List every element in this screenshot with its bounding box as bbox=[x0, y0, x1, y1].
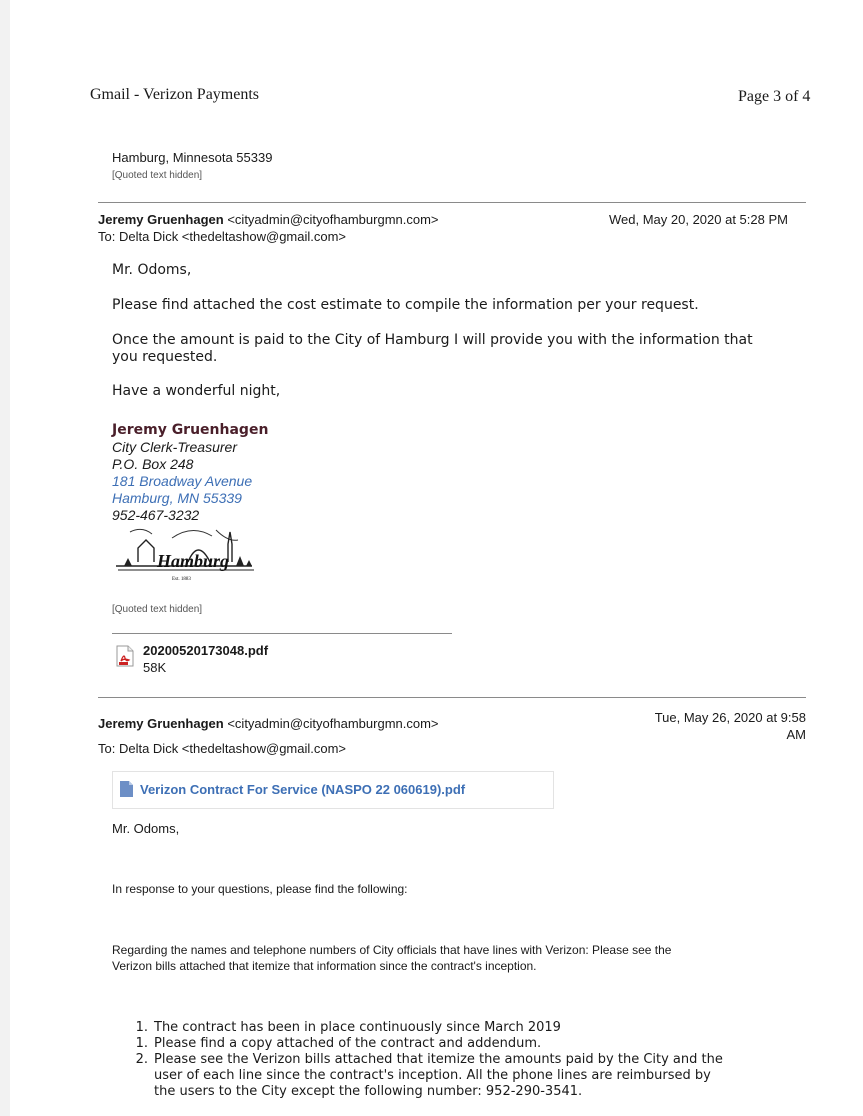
address-line: Hamburg, Minnesota 55339 bbox=[112, 150, 273, 165]
drive-attachment-link[interactable]: Verizon Contract For Service (NASPO 22 060619).pdf bbox=[140, 782, 466, 797]
list-item bbox=[126, 1036, 806, 1052]
list-number: 1. bbox=[135, 1036, 148, 1051]
logo-established: Est. 1883 bbox=[172, 577, 191, 582]
body-paragraph bbox=[112, 942, 671, 974]
signature-block bbox=[112, 439, 252, 524]
list-text: Please see the Verizon bills attached that itemize the amounts paid by the City and the bbox=[154, 1052, 723, 1067]
document-icon bbox=[120, 781, 134, 797]
list-text: user of each line since the contract's inception. All the phone lines are reimbursed by bbox=[154, 1068, 711, 1083]
salutation: Mr. Odoms, bbox=[112, 262, 192, 278]
body-paragraph: In response to your questions, please find the following: bbox=[112, 882, 408, 896]
body-line: Once the amount is paid to the City of Hamburg I will provide you with the information that bbox=[112, 332, 753, 348]
sender-email: <cityadmin@cityofhamburgmn.com> bbox=[227, 212, 439, 227]
scan-edge bbox=[0, 0, 10, 1116]
hamburg-logo bbox=[112, 522, 258, 584]
signature-name: Jeremy Gruenhagen bbox=[112, 422, 269, 438]
sender-name: Jeremy Gruenhagen bbox=[98, 212, 224, 227]
list-item bbox=[126, 1020, 806, 1036]
body-line: you requested. bbox=[112, 349, 218, 365]
signature-phone: 952-467-3232 bbox=[112, 507, 200, 523]
message-divider bbox=[98, 202, 806, 203]
message-date: Wed, May 20, 2020 at 5:28 PM bbox=[609, 212, 788, 227]
page-number: Page 3 of 4 bbox=[738, 88, 811, 105]
signature-po-box: P.O. Box 248 bbox=[112, 456, 194, 472]
attachment-name[interactable]: 20200520173048.pdf bbox=[143, 643, 269, 658]
quoted-text-hidden[interactable]: [Quoted text hidden] bbox=[112, 604, 203, 615]
attachment-item[interactable] bbox=[143, 642, 268, 676]
list-number: 2. bbox=[135, 1052, 148, 1067]
sender-email: <cityadmin@cityofhamburgmn.com> bbox=[227, 716, 439, 731]
signature-title: City Clerk-Treasurer bbox=[112, 439, 237, 455]
attachment-size: 58K bbox=[143, 660, 167, 675]
message-recipient: To: Delta Dick <thedeltashow@gmail.com> bbox=[98, 229, 347, 244]
logo-lettering: Hamburg bbox=[157, 551, 230, 571]
date-line: Tue, May 26, 2020 at 9:58 bbox=[654, 710, 806, 725]
message-date bbox=[600, 709, 806, 743]
numbered-list bbox=[126, 1020, 806, 1100]
body-line: Regarding the names and telephone numbers of City officials that have lines with Verizon: Please see the bbox=[112, 943, 672, 957]
message-sender bbox=[98, 212, 439, 227]
signature-street-link[interactable]: 181 Broadway Avenue bbox=[112, 473, 253, 489]
list-text: The contract has been in place continuously since March 2019 bbox=[154, 1020, 561, 1035]
print-header-title: Gmail - Verizon Payments bbox=[90, 86, 260, 103]
list-text: Please find a copy attached of the contract and addendum. bbox=[154, 1036, 542, 1051]
message-sender bbox=[98, 716, 439, 731]
sender-name: Jeremy Gruenhagen bbox=[98, 716, 224, 731]
body-paragraph bbox=[112, 332, 753, 366]
list-item bbox=[126, 1052, 806, 1100]
date-line: AM bbox=[786, 727, 806, 742]
message-recipient: To: Delta Dick <thedeltashow@gmail.com> bbox=[98, 741, 347, 756]
closing: Have a wonderful night, bbox=[112, 383, 281, 399]
quoted-text-hidden[interactable]: [Quoted text hidden] bbox=[112, 170, 203, 181]
signature-city-link[interactable]: Hamburg, MN 55339 bbox=[112, 490, 242, 506]
list-number: 1. bbox=[135, 1020, 148, 1035]
body-line: Verizon bills attached that itemize that information since the contract's inception. bbox=[112, 959, 537, 973]
body-paragraph: Please find attached the cost estimate to compile the information per your request. bbox=[112, 297, 699, 313]
list-text: the users to the City except the following number: 952-290-3541. bbox=[154, 1084, 583, 1099]
salutation: Mr. Odoms, bbox=[112, 821, 180, 836]
pdf-icon[interactable] bbox=[116, 645, 138, 667]
attachment-divider bbox=[112, 633, 452, 634]
message-divider bbox=[98, 697, 806, 698]
